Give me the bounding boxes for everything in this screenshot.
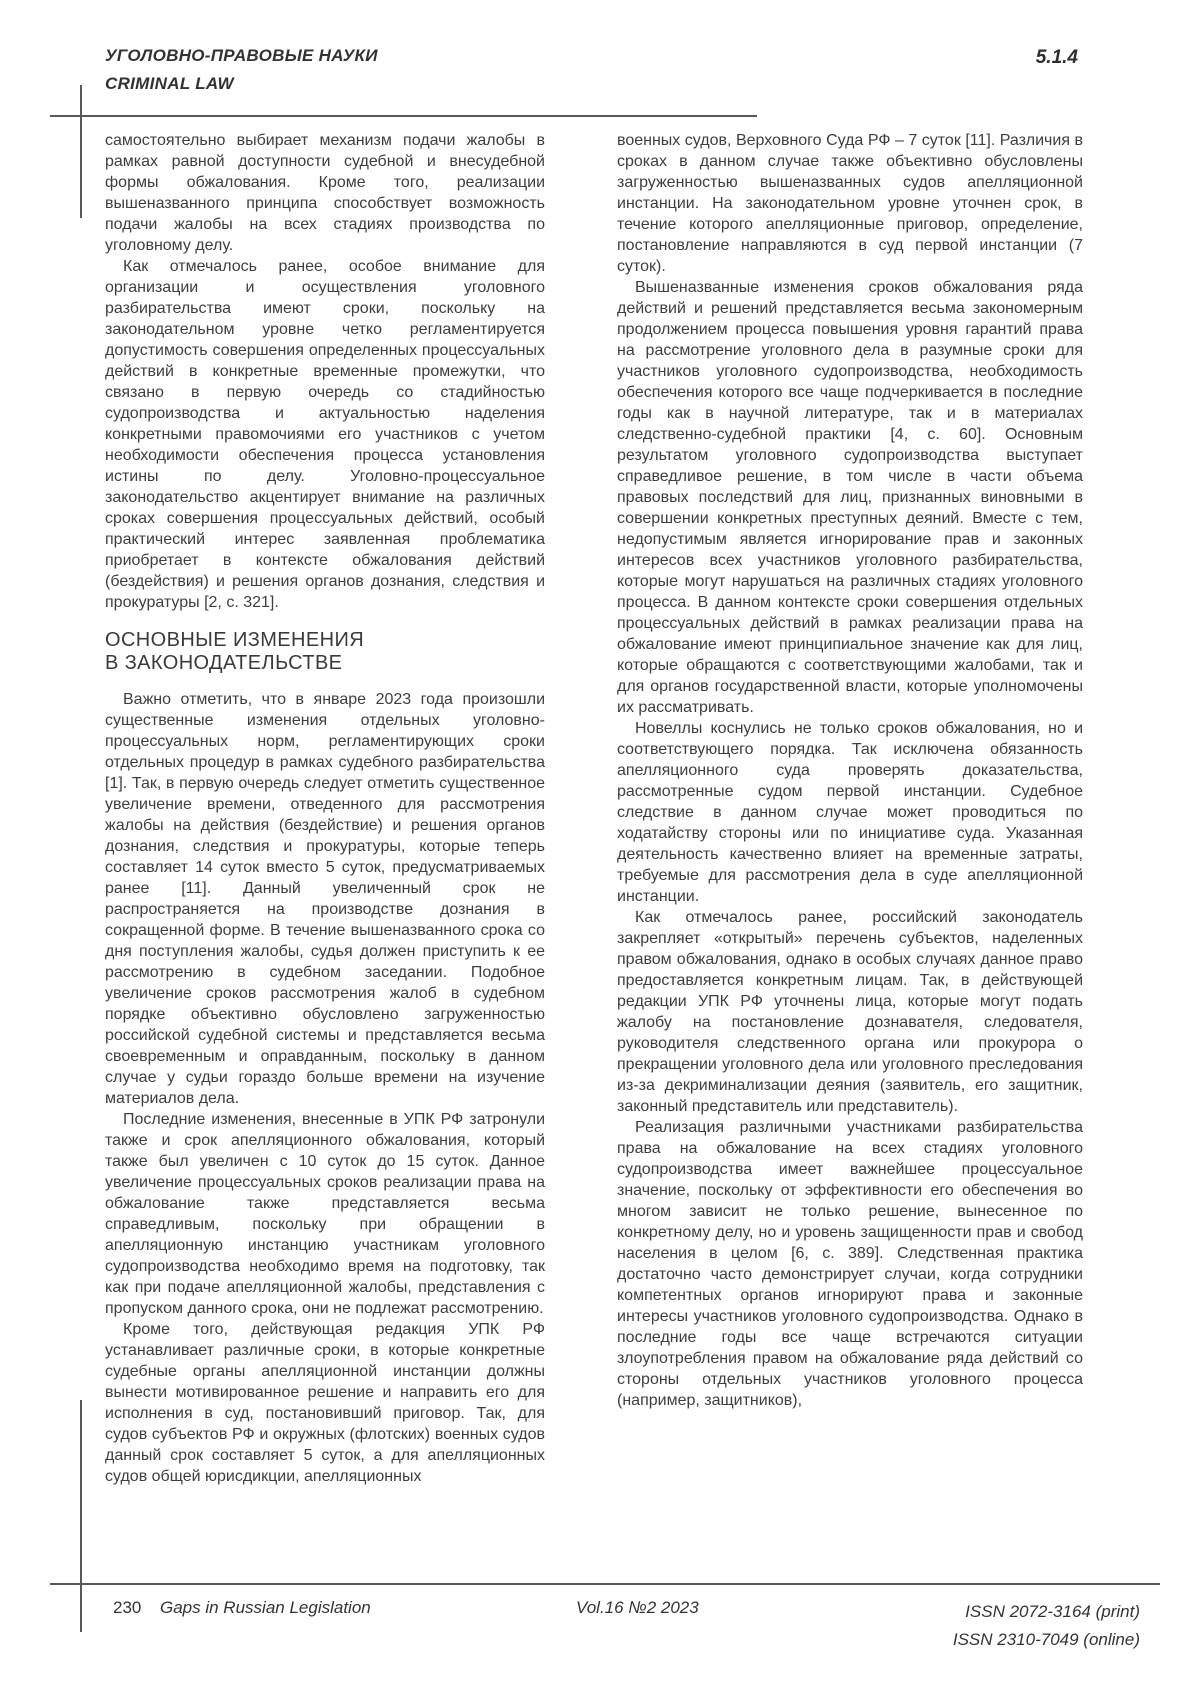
paragraph: Новеллы коснулись не только сроков обжалования, но и соответствующего порядка. Так исключена обязанность апелляционного суда проверять доказательства, рассмотренные судом первой инстанции. Судебное следствие в данном случае может проводиться по ходатайству стороны или по инициативе суда. Указанная деятельность качественно влияет на временные затраты, требуемые для рассмотрения дела в суде апелляционной инстанции. bbox=[617, 720, 1083, 905]
rubric-en: CRIMINAL LAW bbox=[105, 74, 234, 93]
page-number: 230 bbox=[113, 1598, 142, 1617]
journal-title: Gaps in Russian Legislation bbox=[160, 1598, 371, 1617]
footer-rule bbox=[50, 1583, 1160, 1585]
rubric-block bbox=[105, 42, 378, 98]
issn-block bbox=[953, 1598, 1140, 1654]
left-column bbox=[105, 130, 545, 1485]
paragraph: Последние изменения, внесенные в УПК РФ затронули также и срок апелляционного обжалования, который также был увеличен с 10 суток до 15 суток. Данное увеличение процессуальных сроков реализации права на обжалование также представляется весьма справедливым, поскольку при обращении в апелляционную инстанцию участникам уголовного судопроизводства необходимо время на подготовку, так как при подаче апелляционной жалобы, представления с пропуском данного срока, они не подлежат рассмотрению. bbox=[105, 1111, 545, 1317]
paragraph: самостоятельно выбирает механизм подачи жалобы в рамках равной доступности судебной и внесудебной формы обжалования. Кроме того, реализации вышеназванного принципа способствует возможность подачи жалобы на всех стадиях производства по уголовному делу. bbox=[105, 132, 545, 254]
paragraph: Кроме того, действующая редакция УПК РФ устанавливает различные сроки, в которые конкретные судебные органы апелляционной инстанции должны вынести мотивированное решение и направить его для исполнения в суд, постановивший приговор. Так, для судов субъектов РФ и окружных (флотских) военных судов данный срок составляет 5 суток, а для апелляционных судов общей юрисдикции, апелляционных bbox=[105, 1321, 545, 1485]
header-rule bbox=[50, 115, 757, 117]
paragraph: Реализация различными участниками разбирательства права на обжалование на всех стадиях уголовного судопроизводства имеет важнейшее процессуальное значение, поскольку от эффективности его обеспечения во многом зависит не только решение, вынесенное по конкретному делу, но и уровень защищенности прав и свобод населения в целом [6, с. 389]. Следственная практика достаточно часто демонстрирует случаи, когда сотрудники компетентных органов игнорируют права и законные интересы участников уголовного судопроизводства. Однако в последние годы все чаще встречаются ситуации злоупотребления правом на обжалование ряда действий со стороны отдельных участников уголовного процесса (например, защитников), bbox=[617, 1119, 1083, 1409]
left-margin-line-top bbox=[80, 85, 82, 218]
rubric-ru: УГОЛОВНО-ПРАВОВЫЕ НАУКИ bbox=[105, 46, 378, 65]
paragraph: Как отмечалось ранее, российский законодатель закрепляет «открытый» перечень субъектов, наделенных правом обжалования, однако в особых случаях данное право предоставляется конкретным лицам. Так, в действующей редакции УПК РФ уточнены лица, которые могут подать жалобу на постановление дознавателя, следователя, руководителя следственного органа или прокурора о прекращении уголовного дела или уголовного преследования из-за декриминализации деяния (заявитель, его защитник, законный представитель или представитель). bbox=[617, 909, 1083, 1115]
specialty-code: 5.1.4 bbox=[1035, 47, 1078, 68]
issn-print: ISSN 2072-3164 (print) bbox=[965, 1602, 1140, 1621]
paragraph: Вышеназванные изменения сроков обжалования ряда действий и решений представляется весьма закономерным продолжением процесса повышения уровня гарантий права на рассмотрение уголовного дела в разумные сроки для участников уголовного судопроизводства, необходимость обеспечения которого все чаще подчеркивается в последние годы как в научной литературе, так и в материалах следственно-судебной практики [4, с. 60]. Основным результатом уголовного судопроизводства выступает справедливое решение, в том числе в части объема правовых последствий для лиц, признанных виновными в совершении конкретных преступных деяний. Вместе с тем, недопустимым является игнорирование прав и законных интересов всех участников уголовного разбирательства, которые могут нарушаться на различных стадиях уголовного процесса. В данном контексте сроки совершения отдельных процессуальных действий в рамках реализации права на обжалование имеют принципиальное значение как для лиц, которые обращаются с соответствующими жалобами, так и для органов государственной власти, которые уполномочены их рассматривать. bbox=[617, 279, 1083, 716]
paragraph: военных судов, Верховного Суда РФ – 7 суток [11]. Различия в сроках в данном случае также объективно обусловлены загруженностью вышеназванных судов апелляционной инстанции. На законодательном уровне уточнен срок, в течение которого апелляционные приговор, определение, постановление направляются в суд первой инстанции (7 суток). bbox=[617, 132, 1083, 275]
left-margin-line-bottom bbox=[80, 1400, 82, 1632]
paragraph: Как отмечалось ранее, особое внимание для организации и осуществления уголовного разбирательства имеют сроки, поскольку на законодательном уровне четко регламентируется допустимость совершения определенных процессуальных действий в конкретные временные промежутки, что связано в первую очередь со стадийностью судопроизводства и актуальностью наделения конкретными правомочиями его участников с учетом необходимости обеспечения процесса установления истины по делу. Уголовно-процессуальное законодательство акцентирует внимание на различных сроках совершения процессуальных действий, особый практический интерес заявленная проблематика приобретает в контексте обжалования действий (бездействия) и решения органов дознания, следствия и прокуратуры [2, с. 321]. bbox=[105, 258, 545, 611]
issn-online: ISSN 2310-7049 (online) bbox=[952, 1630, 1140, 1649]
section-heading: ОСНОВНЫЕ ИЗМЕНЕНИЯ В ЗАКОНОДАТЕЛЬСТВЕ bbox=[105, 629, 365, 674]
paragraph: Важно отметить, что в январе 2023 года произошли существенные изменения отдельных уголовно-процессуальных норм, регламентирующих сроки отдельных процедур в рамках судебного разбирательства [1]. Так, в первую очередь следует отметить существенное увеличение времени, отведенного для рассмотрения жалобы на действия (бездействие) и решения органов дознания, следствия и прокуратуры, которые теперь составляет 14 суток вместо 5 суток, предусматриваемых ранее [11]. Данный увеличенный срок не распространяется на производстве дознания в сокращенной форме. В течение вышеназванного срока со дня поступления жалобы, судья должен приступить к ее рассмотрению в судебном заседании. Подобное увеличение сроков рассмотрения жалоб в судебном порядке объективно обусловлено загруженностью российской судебной системы и представляется весьма своевременным и оправданным, поскольку в данном случае у судьи гораздо больше времени на изучение материалов дела. bbox=[105, 691, 545, 1107]
issue-info: Vol.16 №2 2023 bbox=[576, 1598, 699, 1617]
right-column bbox=[617, 130, 1083, 1450]
